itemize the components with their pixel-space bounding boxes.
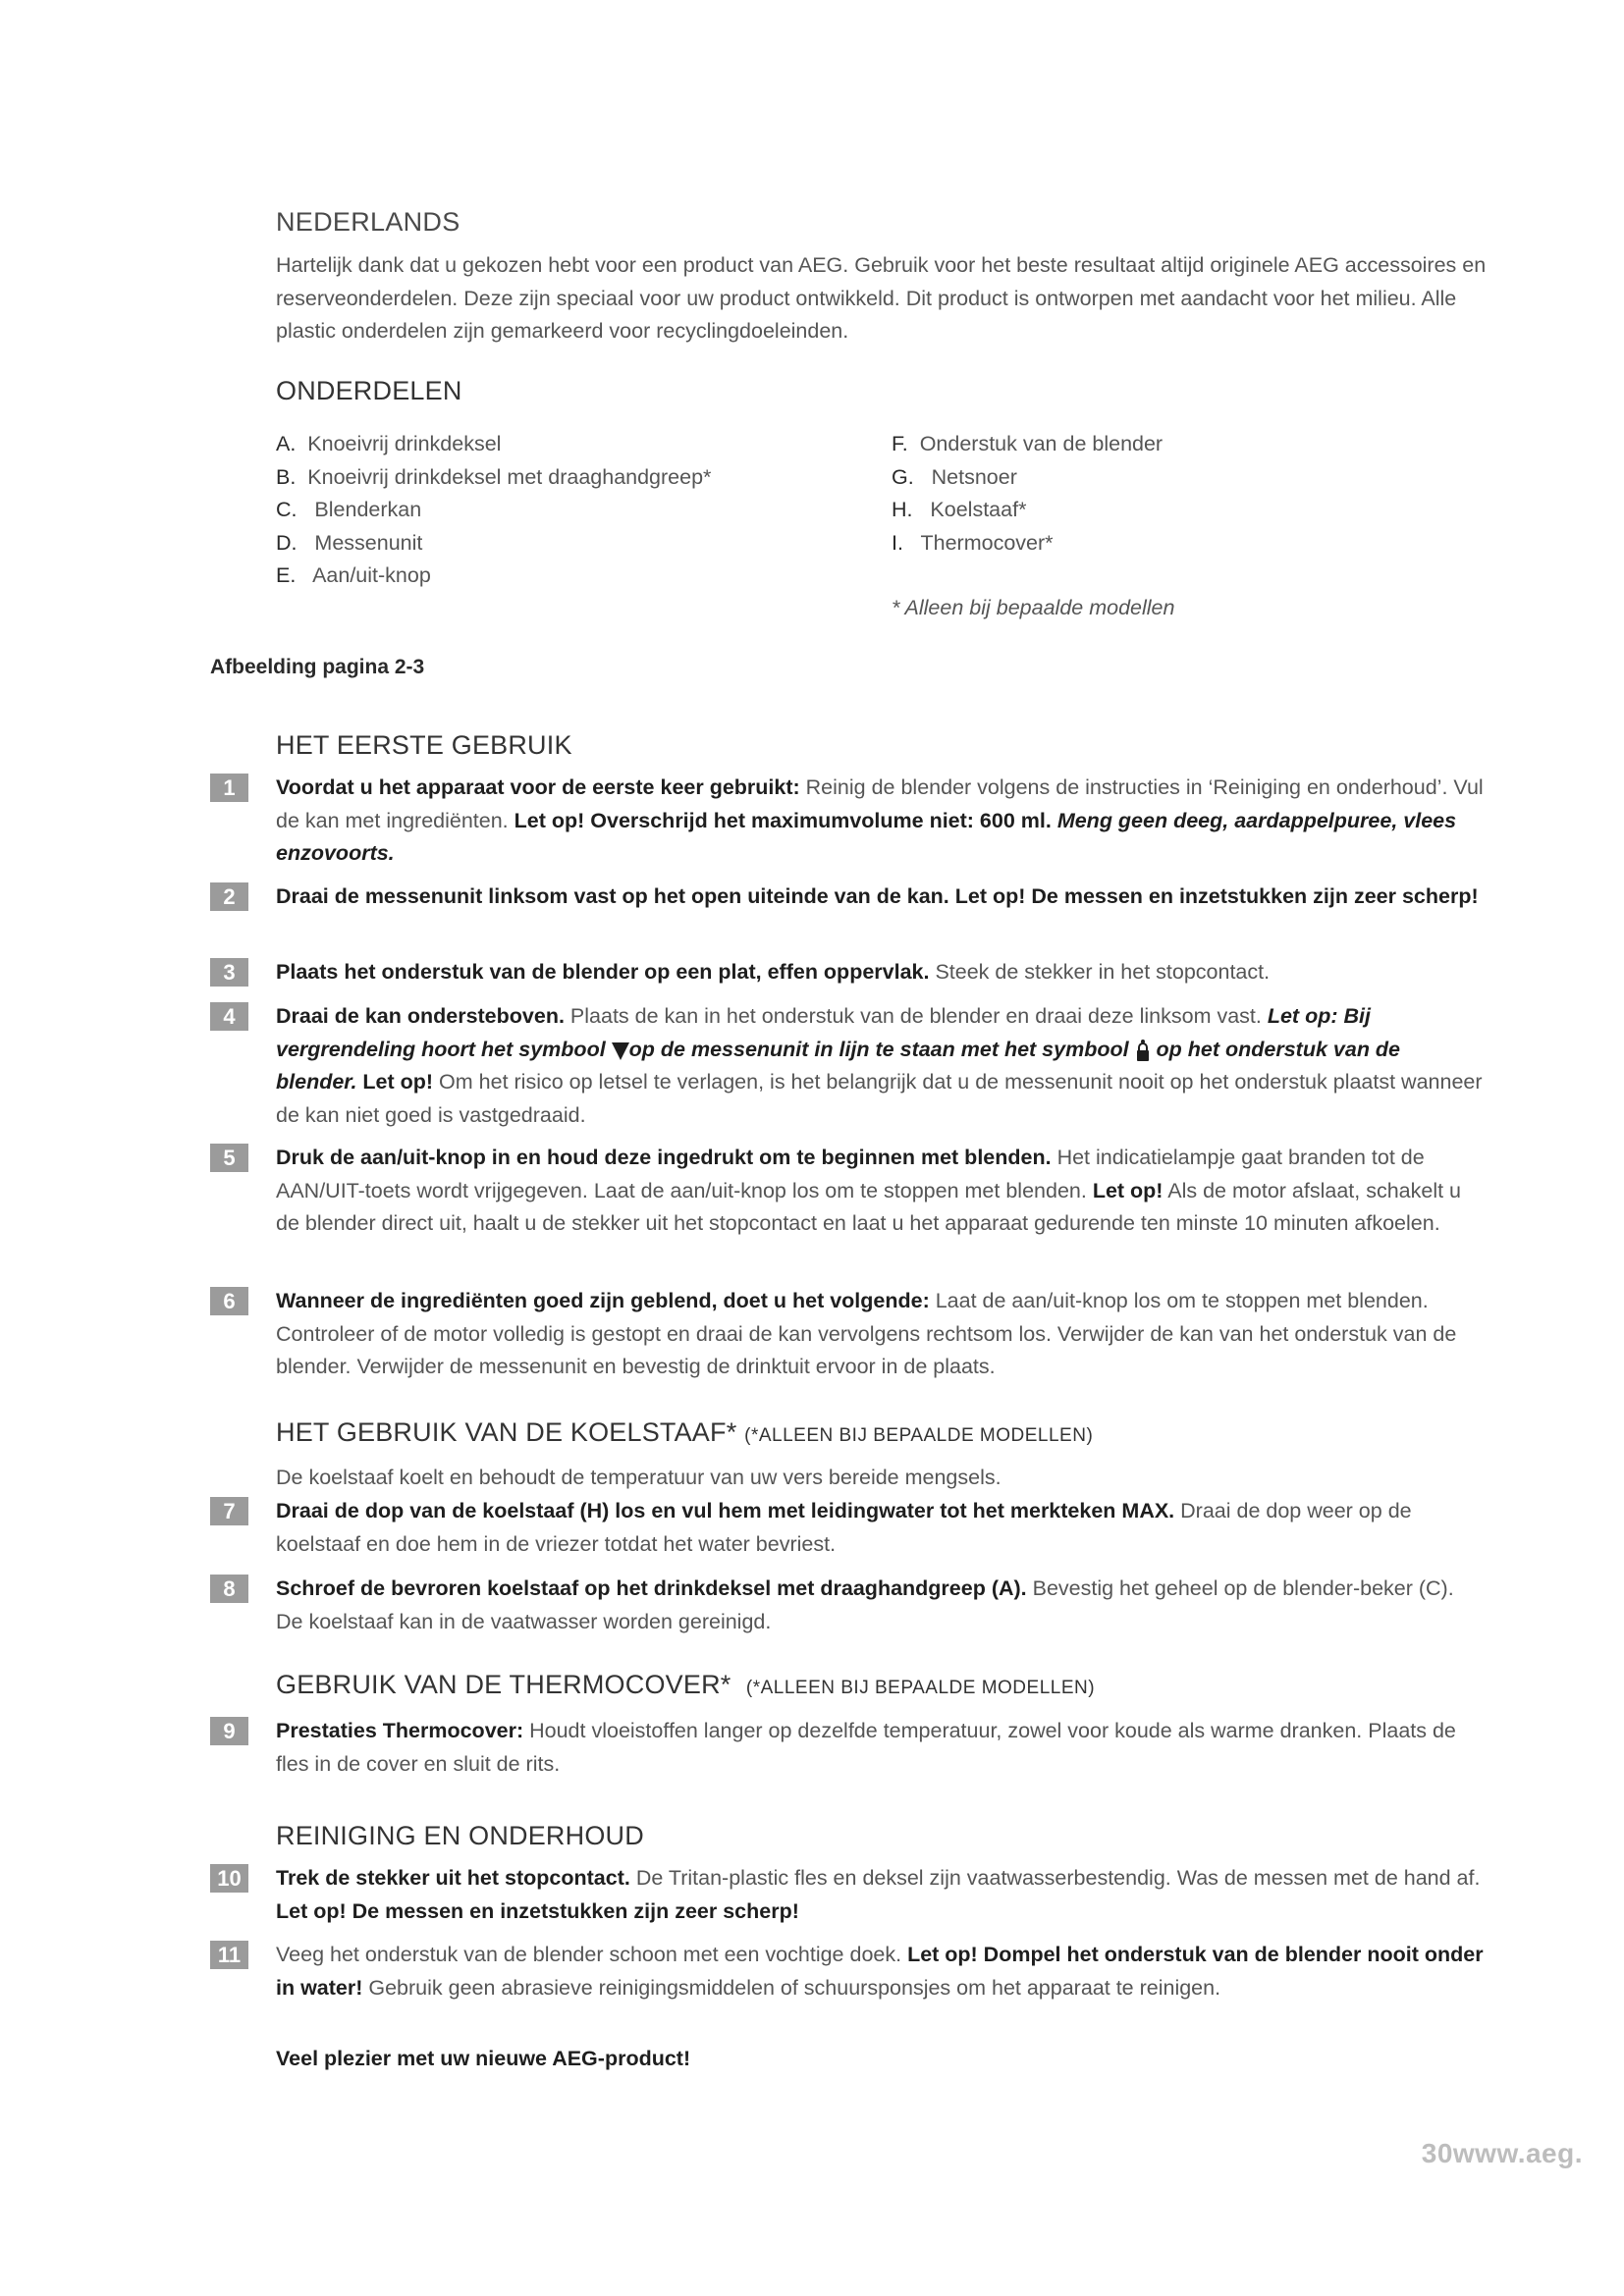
padlock-icon: [1135, 1039, 1151, 1062]
step-8-text: Schroef de bevroren koelstaaf op het drinkdeksel met draaghandgreep (A). Bevestig het geheel op de blender-beker (C). De koelstaaf kan in de vaatwasser worden gereinigd.: [276, 1576, 1454, 1633]
step-number-badge: 11: [210, 1941, 248, 1969]
step-9-text: Prestaties Thermocover: Houdt vloeistoffen langer op dezelfde temperatuur, zowel voor koude als warme dranken. Plaats de fles in de cover en sluit de rits.: [276, 1719, 1456, 1776]
step-number-badge: 2: [210, 882, 248, 911]
step-6-text: Wanneer de ingrediënten goed zijn geblend, doet u het volgende: Laat de aan/uit-knop los om te stoppen met blenden. Controleer of de motor volledig is gestopt en draai de kan vervolgens rechtsom los. Verwijder de kan van het onderstuk van de blender. Verwijder de messenunit en bevestig de drinktuit ervoor in de plaats.: [276, 1289, 1457, 1378]
step-number-badge: 6: [210, 1287, 248, 1315]
section-thermocover-title: GEBRUIK VAN DE THERMOCOVER* (*ALLEEN BIJ BEPAALDE MODELLEN): [276, 1670, 1096, 1699]
step-number-badge: 9: [210, 1717, 248, 1745]
step-number-badge: 5: [210, 1144, 248, 1172]
parts-list-left: [276, 428, 711, 593]
step-number-badge: 10: [210, 1864, 248, 1893]
step-number-badge: 1: [210, 774, 248, 802]
part-item-c: C. Blenderkan: [276, 498, 422, 521]
closing-line: Veel plezier met uw nieuwe AEG-product!: [276, 2047, 691, 2070]
section-cooling-stick-title: HET GEBRUIK VAN DE KOELSTAAF* (*ALLEEN BIJ BEPAALDE MODELLEN): [276, 1417, 1094, 1447]
part-item-h: H. Koelstaaf*: [892, 498, 1027, 521]
step-3-text: Plaats het onderstuk van de blender op een plat, effen oppervlak. Steek de stekker in het stopcontact.: [276, 960, 1271, 984]
page-number: 30www.aeg.: [1421, 2138, 1583, 2168]
part-item-a: A. Knoeivrij drinkdeksel: [276, 432, 502, 455]
parts-list-right: [892, 428, 1163, 560]
step-11-text: Veeg het onderstuk van de blender schoon met een vochtige doek. Let op! Dompel het onderstuk van de blender nooit onder in water! Gebruik geen abrasieve reinigingsmiddelen of schuursponsjes om het apparaat te reinigen.: [276, 1943, 1484, 2000]
step-1-text: Voordat u het apparaat voor de eerste keer gebruikt: Reinig de blender volgens de instructies in ‘Reiniging en onderhoud’. Vul de kan met ingrediënten. Let op! Overschrijd het maximumvolume niet: 600 ml. Meng geen deeg, aardappelpuree, vlees enzovoorts.: [276, 775, 1484, 865]
part-item-e: E. Aan/uit-knop: [276, 563, 431, 587]
step-10-text: Trek de stekker uit het stopcontact. De Tritan-plastic fles en deksel zijn vaatwasserbestendig. Was de messen met de hand af. Let op! De messen en inzetstukken zijn zeer scherp!: [276, 1866, 1481, 1923]
step-number-badge: 7: [210, 1497, 248, 1525]
figure-label: Afbeelding pagina 2-3: [210, 656, 425, 678]
section-first-use-title: HET EERSTE GEBRUIK: [276, 730, 572, 760]
section-cleaning-title: REINIGING EN ONDERHOUD: [276, 1821, 644, 1850]
part-item-g: G. Netsnoer: [892, 464, 1017, 489]
step-number-badge: 3: [210, 958, 248, 987]
step-number-badge: 4: [210, 1002, 248, 1031]
cooling-intro-text: De koelstaaf koelt en behoudt de temperatuur van uw vers bereide mengsels.: [276, 1466, 1001, 1489]
parts-note: * Alleen bij bepaalde modellen: [892, 596, 1175, 619]
part-item-i: I. Thermocover*: [892, 530, 1054, 555]
part-item-d: D. Messenunit: [276, 530, 423, 555]
part-item-f: F. Onderstuk van de blender: [892, 432, 1164, 455]
part-item-b: B. Knoeivrij drinkdeksel met draaghandgreep*: [276, 464, 712, 489]
lock-triangle-icon: [612, 1041, 629, 1060]
step-2-text: Draai de messenunit linksom vast op het open uiteinde van de kan. Let op! De messen en inzetstukken zijn zeer scherp!: [276, 884, 1479, 908]
parts-title: ONDERDELEN: [276, 376, 462, 405]
step-5-text: Druk de aan/uit-knop in en houd deze ingedrukt om te beginnen met blenden. Het indicatielampje gaat branden tot de AAN/UIT-toets wordt vrijgegeven. Laat de aan/uit-knop los om te stoppen met blenden. Let op! Als de motor afslaat, schakelt u de blender direct uit, haalt u de stekker uit het stopcontact en laat u het apparaat gedurende ten minste 10 minuten afkoelen.: [276, 1146, 1462, 1235]
intro-paragraph: Hartelijk dank dat u gekozen hebt voor een product van AEG. Gebruik voor het beste resultaat altijd originele AEG accessoires en reserveonderdelen. Deze zijn speciaal voor uw product ontwikkeld. Dit product is ontworpen met aandacht voor het milieu. Alle plastic onderdelen zijn gemarkeerd voor recyclingdoeleinden.: [276, 253, 1487, 343]
step-7-text: Draai de dop van de koelstaaf (H) los en vul hem met leidingwater tot het merkteken MAX. Draai de dop weer op de koelstaaf en doe hem in de vriezer totdat het water bevriest.: [276, 1499, 1412, 1556]
page-title: NEDERLANDS: [276, 207, 460, 237]
step-number-badge: 8: [210, 1575, 248, 1603]
step-4-text: Draai de kan ondersteboven. Plaats de kan in het onderstuk van de blender en draai deze linksom vast. Let op: Bij vergrendeling hoort het symbool op de messenunit in lijn te staan met het symbool op het onderstuk van de blender. Let op! Om het risico op letsel te verlagen, is het belangrijk dat u de messenunit nooit op het onderstuk plaatst wanneer de kan niet goed is vastgedraaid.: [276, 1004, 1483, 1127]
